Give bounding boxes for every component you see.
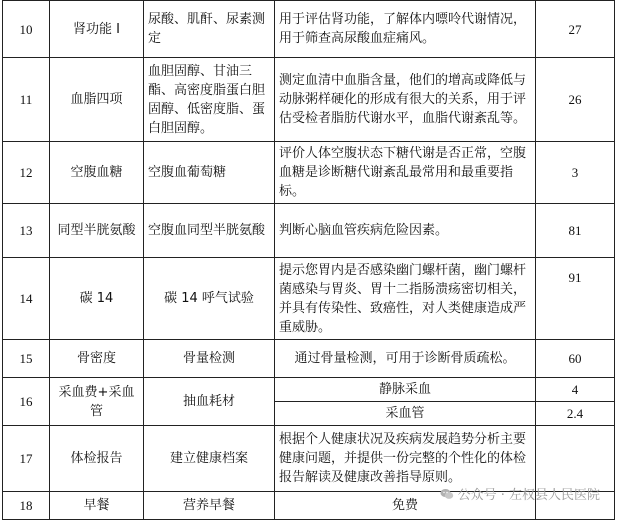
wechat-icon [440, 487, 454, 501]
item-name: 同型半胱氨酸 [50, 204, 144, 258]
item-content: 抽血耗材 [144, 378, 275, 426]
watermark [440, 484, 600, 503]
row-number: 11 [3, 58, 50, 142]
item-description: 评价人体空腹状态下糖代谢是否正常，空腹血糖是诊断糖代谢紊乱最常用和最重要指标。 [275, 142, 536, 204]
item-content: 空腹血同型半胱氨酸 [144, 204, 275, 258]
item-name: 肾功能 I [50, 1, 144, 58]
table-row [3, 258, 615, 340]
watermark-text: 公众号 · 左权县人民医院 [457, 488, 600, 503]
table-row [3, 58, 615, 142]
item-price: 4 [536, 378, 615, 402]
table-row [3, 340, 615, 378]
item-price [536, 426, 615, 492]
item-content: 空腹血葡萄糖 [144, 142, 275, 204]
item-price: 3 [536, 142, 615, 204]
item-name: 早餐 [50, 492, 144, 520]
item-price: 91 [536, 258, 615, 340]
item-description-2: 采血管 [275, 402, 536, 426]
item-description: 免费 [275, 492, 536, 520]
table-row [3, 378, 615, 402]
item-price: 26 [536, 58, 615, 142]
item-name: 采血费+采血管 [50, 378, 144, 426]
item-price: 27 [536, 1, 615, 58]
exam-price-table [2, 0, 615, 520]
item-price: 60 [536, 340, 615, 378]
item-content: 营养早餐 [144, 492, 275, 520]
item-content: 骨量检测 [144, 340, 275, 378]
table-row [3, 1, 615, 58]
item-description: 判断心脑血管疾病危险因素。 [275, 204, 536, 258]
item-description: 提示您胃内是否感染幽门螺杆菌，幽门螺杆菌感染与胃炎、胃十二指肠溃疡密切相关，并具有传染性、致癌性，对人类健康造成严重威胁。 [275, 258, 536, 340]
item-description: 静脉采血 [275, 378, 536, 402]
row-number: 10 [3, 1, 50, 58]
table-row [3, 142, 615, 204]
item-name: 体检报告 [50, 426, 144, 492]
item-description: 根据个人健康状况及疾病发展趋势分析主要健康问题，并提供一份完整的个性化的体检报告解读及健康改善指导原则。 [275, 426, 536, 492]
item-name: 空腹血糖 [50, 142, 144, 204]
row-number: 12 [3, 142, 50, 204]
item-content: 尿酸、肌酐、尿素测定 [144, 1, 275, 58]
table-row [3, 204, 615, 258]
item-name: 碳 14 [50, 258, 144, 340]
row-number: 13 [3, 204, 50, 258]
item-name: 骨密度 [50, 340, 144, 378]
row-number: 16 [3, 378, 50, 426]
row-number: 17 [3, 426, 50, 492]
item-description: 测定血清中血脂含量，他们的增高或降低与动脉粥样硬化的形成有很大的关系，用于评估受检者脂肪代谢水平，血脂代谢紊乱等。 [275, 58, 536, 142]
item-content: 血胆固醇、甘油三酯、高密度脂蛋白胆固醇、低密度脂、蛋白胆固醇。 [144, 58, 275, 142]
row-number: 18 [3, 492, 50, 520]
item-content: 建立健康档案 [144, 426, 275, 492]
item-description: 通过骨量检测，可用于诊断骨质疏松。 [275, 340, 536, 378]
item-name: 血脂四项 [50, 58, 144, 142]
table-row [3, 426, 615, 492]
item-price: 81 [536, 204, 615, 258]
item-content: 碳 14 呼气试验 [144, 258, 275, 340]
item-description: 用于评估肾功能，了解体内嘌呤代谢情况，用于筛查高尿酸血症痛风。 [275, 1, 536, 58]
item-price-2: 2.4 [536, 402, 615, 426]
row-number: 14 [3, 258, 50, 340]
row-number: 15 [3, 340, 50, 378]
